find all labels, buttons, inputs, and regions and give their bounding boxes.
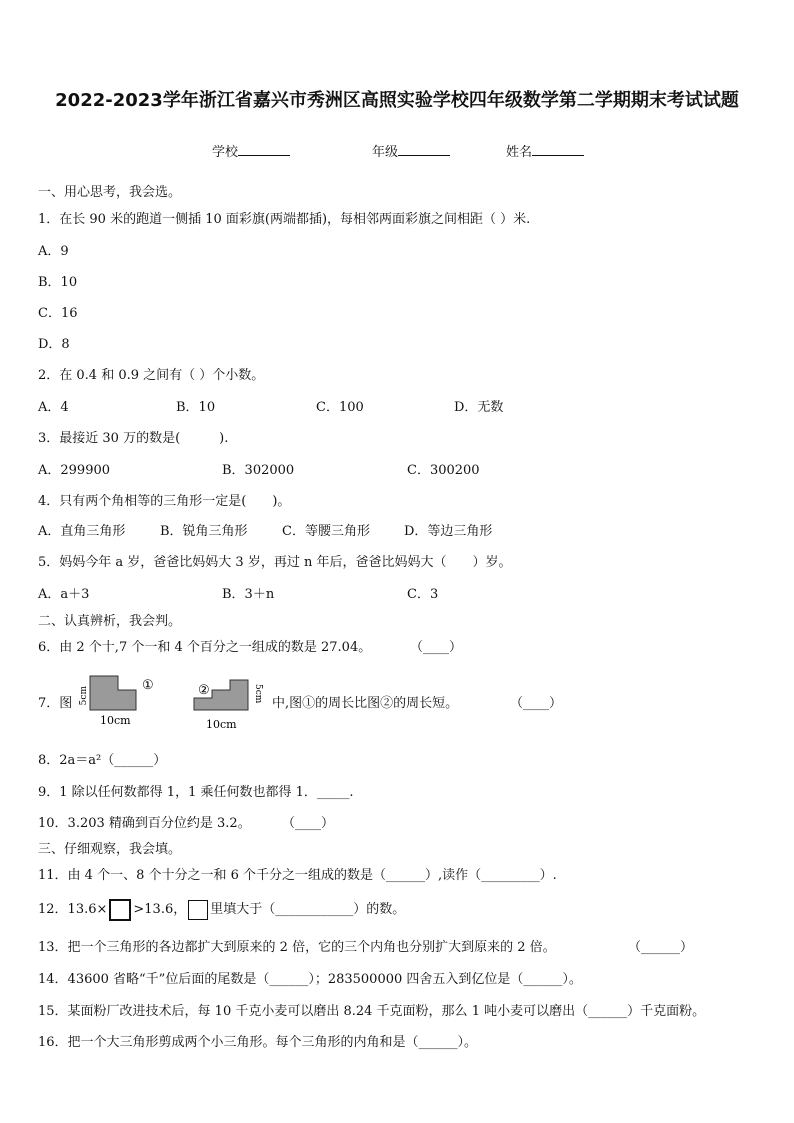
school-blank[interactable]: [238, 143, 290, 156]
q5-option-c[interactable]: C．3: [407, 587, 439, 602]
q8-text: [38, 749, 166, 768]
q8-question: 8．2a＝a²: [38, 753, 102, 768]
q2-option-c[interactable]: C．100: [316, 400, 364, 415]
page-title: 2022-2023学年浙江省嘉兴市秀洲区高照实验学校四年级数学第二学期期末考试试题: [55, 90, 739, 111]
section-1-heading: 一、用心思考，我会选。: [38, 185, 182, 200]
grade-blank[interactable]: [398, 143, 450, 156]
q3-option-c[interactable]: C．300200: [407, 463, 480, 478]
q15-text[interactable]: 15．某面粉厂改进技术后，每 10 千克小麦可以磨出 8.24 千克面粉，那么 1 吨小麦可以磨出（______）千克面粉。: [38, 1004, 706, 1019]
q8-answer-blank[interactable]: （______）: [101, 753, 167, 768]
section-2-heading: 二、认真辨析，我会判。: [38, 614, 182, 629]
figure-2-bottom-label: 10cm: [206, 718, 237, 731]
q4-option-a[interactable]: A．直角三角形: [38, 524, 126, 539]
q12-square-box-2: [188, 900, 208, 920]
q13-answer-blank[interactable]: （______）: [628, 940, 694, 955]
q1-option-c[interactable]: C．16: [38, 306, 78, 321]
q12-mid-text: >13.6，: [133, 902, 187, 917]
q4-text: 4．只有两个角相等的三角形一定是( )。: [38, 494, 291, 509]
figure-1-bottom-label: 10cm: [100, 714, 131, 727]
q10-answer-blank[interactable]: （____）: [282, 816, 335, 831]
name-label: 姓名: [506, 145, 533, 160]
q14-text[interactable]: 14．43600 省略“千”位后面的尾数是（______）；283500000 四舍五入到亿位是（______）。: [38, 972, 582, 987]
q3-option-a[interactable]: A．299900: [38, 463, 111, 478]
q7-figure-2: [190, 672, 270, 734]
figure-2-number: ②: [198, 683, 210, 698]
q7-answer-blank[interactable]: （____）: [510, 696, 563, 711]
q3-text: 3．最接近 30 万的数是( ).: [38, 431, 229, 446]
q13-text: 13．把一个三角形的各边都扩大到原来的 2 倍，它的三个内角也分别扩大到原来的 2 倍。: [38, 940, 556, 955]
q1-text: 1．在长 90 米的跑道一侧插 10 面彩旗(两端都插)，每相邻两面彩旗之间相距（ ）米.: [38, 212, 531, 227]
grade-label: 年级: [372, 145, 399, 160]
q6-answer-blank[interactable]: （____）: [410, 640, 463, 655]
q5-option-b[interactable]: B．3＋n: [222, 587, 275, 602]
name-field: [506, 141, 584, 160]
q5-option-a[interactable]: A．a＋3: [38, 587, 90, 602]
q12-square-box[interactable]: [109, 899, 131, 921]
q2-option-a[interactable]: A．4: [38, 400, 69, 415]
q4-option-b[interactable]: B．锐角三角形: [160, 524, 248, 539]
q7-pre-text: 7．图: [38, 696, 73, 711]
q4-option-c[interactable]: C．等腰三角形: [282, 524, 370, 539]
q3-option-b[interactable]: B．302000: [222, 463, 295, 478]
q1-option-b[interactable]: B．10: [38, 275, 78, 290]
q16-text[interactable]: 16．把一个大三角形剪成两个小三角形。每个三角形的内角和是（______）。: [38, 1035, 478, 1050]
q12-line: [38, 898, 405, 921]
q12-post-text[interactable]: 里填大于（____________）的数。: [210, 902, 406, 917]
q5-text: 5．妈妈今年 a 岁，爸爸比妈妈大 3 岁，再过 n 年后，爸爸比妈妈大（ ）岁。: [38, 555, 512, 570]
figure-2-side-label: 5cm: [253, 684, 263, 704]
q11-text[interactable]: 11．由 4 个一、8 个十分之一和 6 个千分之一组成的数是（______）,读作（_________）.: [38, 868, 557, 883]
q7-figure-1: [74, 672, 170, 730]
name-blank[interactable]: [532, 143, 584, 156]
q10-text: 10．3.203 精确到百分位约是 3.2。: [38, 816, 251, 831]
q6-text: 6．由 2 个十,7 个一和 4 个百分之一组成的数是 27.04。: [38, 640, 372, 655]
q12-pre-text: 12．13.6×: [38, 902, 108, 917]
q4-option-d[interactable]: D．等边三角形: [404, 524, 493, 539]
figure-1-side-label: 5cm: [79, 686, 89, 706]
grade-field: [372, 141, 450, 160]
school-field: [212, 141, 290, 160]
section-3-heading: 三、仔细观察，我会填。: [38, 842, 182, 857]
q9-text: 9．1 除以任何数都得 1，1 乘任何数也都得 1．_____.: [38, 785, 354, 800]
figure-1-number: ①: [142, 678, 154, 693]
q1-option-a[interactable]: A．9: [38, 244, 69, 259]
q2-option-b[interactable]: B．10: [176, 400, 216, 415]
q1-option-d[interactable]: D．8: [38, 337, 70, 352]
q7-post-text: 中,图①的周长比图②的周长短。: [272, 696, 459, 711]
q2-text: 2．在 0.4 和 0.9 之间有（ ）个小数。: [38, 368, 265, 383]
figure-1-shape: [90, 676, 136, 710]
school-label: 学校: [212, 145, 239, 160]
q2-option-d[interactable]: D．无数: [454, 400, 504, 415]
